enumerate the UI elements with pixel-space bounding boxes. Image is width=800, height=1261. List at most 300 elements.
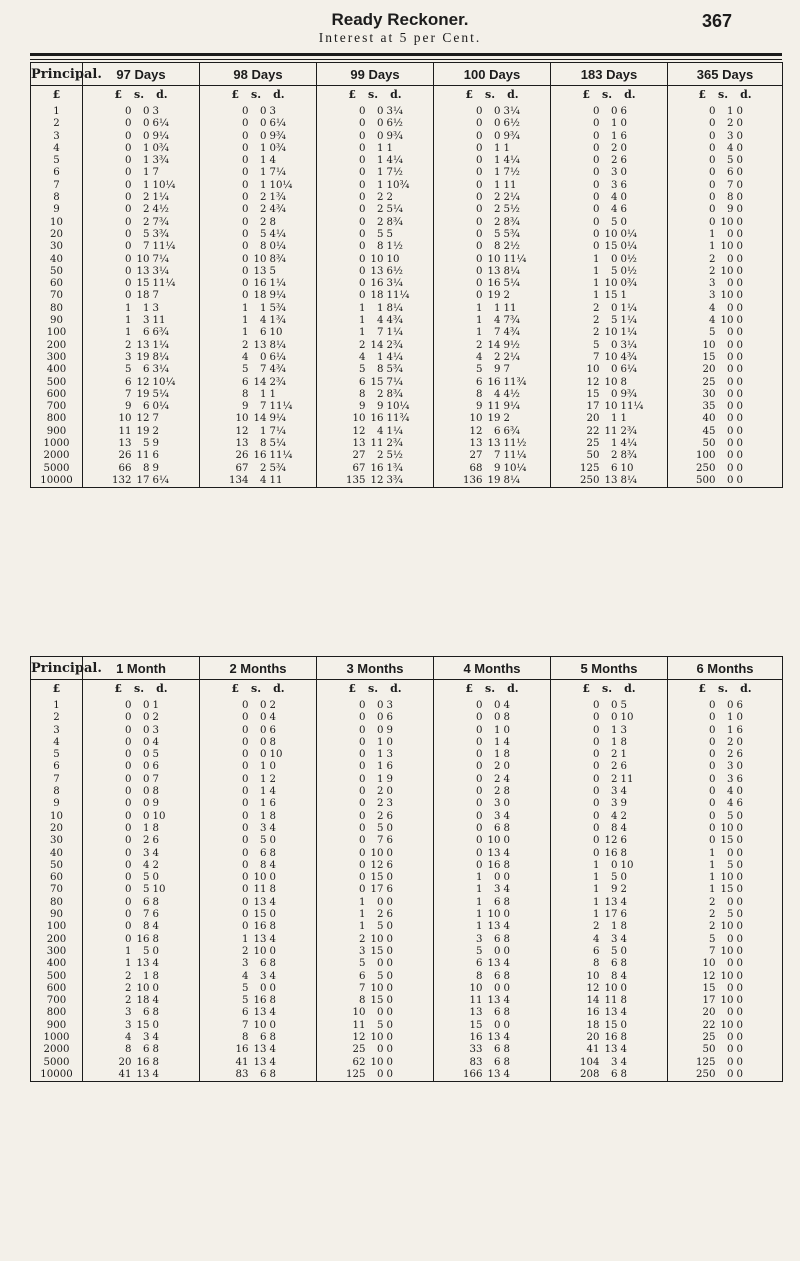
shillings-value: 3 [494, 884, 501, 896]
amount-row [83, 1057, 199, 1069]
amount-row [317, 1007, 433, 1019]
pence-value: 3 [620, 724, 627, 736]
pounds-value: 0 [359, 859, 366, 871]
pounds-value: 0 [593, 712, 600, 724]
amount-row [551, 700, 667, 712]
pounds-value: 6 [476, 958, 483, 970]
pence-value: 8¾ [386, 388, 403, 400]
shillings-value: 0 [377, 712, 384, 724]
pounds-value: 0 [242, 896, 249, 908]
amount-row [434, 1032, 550, 1044]
pounds-value: 27 [469, 450, 483, 462]
amount-row [83, 971, 199, 983]
pounds-value: 0 [242, 290, 249, 302]
pence-value: 1¼ [269, 278, 286, 290]
amount-row [83, 786, 199, 798]
pence-value: 1¼ [620, 302, 637, 314]
shillings-value: 0 [377, 130, 384, 142]
principal-value: 6 [53, 761, 60, 773]
amount-row [668, 352, 782, 364]
shillings-value: 8 [494, 241, 501, 253]
pence-value: 7 [152, 167, 159, 179]
pence-value: 8¼ [386, 302, 403, 314]
pence-value: 4 [269, 712, 276, 724]
pounds-value: 5 [125, 364, 132, 376]
pence-value: 8 [269, 995, 276, 1007]
pounds-value: 1 [359, 921, 366, 933]
pence-value: 7¾ [503, 315, 520, 327]
principal-value: 600 [46, 982, 67, 994]
shillings-value: 9 [727, 204, 734, 216]
amount-row [434, 712, 550, 724]
pence-value: 0 [736, 786, 743, 798]
amount-row [434, 401, 550, 413]
pence-value: 4¼ [386, 155, 403, 167]
amount-row [551, 303, 667, 315]
amount-row [83, 749, 199, 761]
pounds-value: 0 [242, 179, 249, 191]
pence-value: 0 [736, 413, 743, 425]
pounds-value: 41 [586, 1044, 600, 1056]
pounds-value: 5 [709, 933, 716, 945]
amount-row [668, 848, 782, 860]
period-header: 183 Days [551, 63, 668, 86]
pounds-value: 27 [352, 450, 366, 462]
amount-row [668, 438, 782, 450]
amount-row [668, 278, 782, 290]
pounds-value: 0 [359, 847, 366, 859]
shillings-value: 2 [377, 810, 384, 822]
shillings-value: 13 [487, 921, 501, 933]
pounds-value: 0 [125, 700, 132, 711]
amount-row [551, 377, 667, 389]
shillings-value: 19 [136, 351, 150, 363]
amount-row [434, 377, 550, 389]
pence-value: 0 [269, 835, 276, 847]
pence-value: 4 [620, 786, 627, 798]
amount-row [317, 254, 433, 266]
amount-row [551, 725, 667, 737]
pence-value: 4¼ [386, 351, 403, 363]
pounds-value: 0 [709, 179, 716, 191]
pence-value: 0 [736, 450, 743, 462]
pence-value: 8¾ [503, 216, 520, 228]
pence-value: 0 [620, 216, 627, 228]
shillings-value: 0 [143, 118, 150, 130]
shillings-value: 0 [377, 700, 384, 711]
shillings-value: 0 [727, 462, 734, 474]
pounds-value: 62 [352, 1056, 366, 1068]
amount-row [317, 971, 433, 983]
pence-value: 0 [736, 228, 743, 240]
pence-value: 10 [620, 462, 634, 474]
pence-value: 0 [736, 130, 743, 142]
pounds-value: 0 [125, 749, 132, 761]
pounds-value: 0 [476, 118, 483, 130]
shillings-value: 1 [727, 106, 734, 117]
amount-row [434, 749, 550, 761]
shillings-value: 1 [143, 142, 150, 154]
shillings-value: 6 [260, 327, 267, 339]
shillings-value: 15 [370, 376, 384, 388]
unit-header-row [200, 86, 316, 104]
pounds-value: 0 [593, 155, 600, 167]
shillings-value: 18 [136, 995, 150, 1007]
pounds-value: 9 [242, 401, 249, 413]
pence-value: 5 [152, 749, 159, 761]
amount-row [200, 450, 316, 462]
shillings-value: 10 [720, 265, 734, 277]
amount-row [317, 835, 433, 847]
amount-row [317, 761, 433, 773]
shillings-value: 0 [260, 106, 267, 117]
pence-value: 0 [386, 872, 393, 884]
shillings-value: 2 [377, 388, 384, 400]
amount-row [551, 463, 667, 475]
amount-row [83, 811, 199, 823]
pence-value: 0 [736, 995, 743, 1007]
pounds-value: 0 [125, 909, 132, 921]
pence-value: 0¼ [620, 241, 637, 253]
shillings-value: 1 [260, 773, 267, 785]
pence-value: 8¼ [620, 474, 637, 486]
pence-value: 6 [736, 773, 743, 785]
amount-row [317, 786, 433, 798]
pence-value: 3¼ [386, 278, 403, 290]
pounds-value: 0 [359, 179, 366, 191]
shillings-value: 13 [487, 438, 501, 450]
pounds-value: 25 [586, 438, 600, 450]
principal-value: 1 [53, 106, 60, 117]
pounds-value: 2 [359, 933, 366, 945]
pounds-value: 1 [242, 315, 249, 327]
pounds-value: 0 [476, 265, 483, 277]
pence-value: 0¼ [152, 401, 169, 413]
pence-value: 3¼ [503, 106, 520, 117]
pence-value: 9 [620, 798, 627, 810]
shillings-value: 5 [727, 155, 734, 167]
shillings-value: 18 [253, 290, 267, 302]
pounds-value: 0 [242, 724, 249, 736]
amount-row [434, 971, 550, 983]
pence-value: 3 [152, 724, 159, 736]
shillings-value: 0 [727, 388, 734, 400]
principal-value: 6 [53, 167, 60, 179]
pounds-value: 1 [125, 302, 132, 314]
pence-value: 2 [152, 425, 159, 437]
pounds-value: 11 [352, 1019, 366, 1031]
pounds-value: 0 [359, 118, 366, 130]
shillings-value: 15 [720, 835, 734, 847]
pounds-value: 1 [593, 896, 600, 908]
shillings-value: 0 [727, 1068, 734, 1080]
header-rule [30, 53, 782, 56]
amount-row [83, 934, 199, 946]
amount-row [551, 884, 667, 896]
header-rule-thin [30, 59, 782, 60]
pounds-value: 0 [242, 798, 249, 810]
pence-value: 4¼ [620, 438, 637, 450]
pence-value: 5½ [386, 450, 403, 462]
pounds-value: 10 [118, 413, 132, 425]
principal-value: 9 [53, 798, 60, 810]
pence-value: 5¼ [386, 204, 403, 216]
pence-value: 0 [386, 1032, 393, 1044]
amount-row [668, 958, 782, 970]
amount-row [551, 971, 667, 983]
amount-row [200, 921, 316, 933]
value-list [551, 698, 667, 1081]
shillings-value: 15 [253, 909, 267, 921]
shillings-value: 10 [253, 1019, 267, 1031]
amount-row [317, 426, 433, 438]
shillings-value: 1 [494, 749, 501, 761]
amount-row [83, 143, 199, 155]
amount-row [551, 315, 667, 327]
pounds-value: 0 [125, 896, 132, 908]
pence-value: 6 [269, 724, 276, 736]
pounds-value: 0 [593, 142, 600, 154]
pounds-value: 1 [709, 241, 716, 253]
pence-value: 3 [152, 106, 159, 117]
shillings-value: 11 [370, 438, 384, 450]
pence-value: 1¾ [269, 315, 286, 327]
shillings-value: 19 [487, 413, 501, 425]
amount-row [668, 1032, 782, 1044]
amount-row [83, 1020, 199, 1032]
shillings-value: 0 [377, 1068, 384, 1080]
pounds-value: 0 [242, 253, 249, 265]
shillings-value: 0 [611, 388, 618, 400]
pence-value: 11¾ [386, 413, 410, 425]
pence-value: 0 [152, 1019, 159, 1031]
amount-row [434, 450, 550, 462]
shillings-value: 19 [487, 290, 501, 302]
pence-value: 0 [736, 192, 743, 204]
pence-value: 3¼ [620, 339, 637, 351]
shillings-value: 0 [494, 1019, 501, 1031]
shillings-value: 0 [143, 700, 150, 711]
shillings-value: 7 [494, 327, 501, 339]
amount-row [200, 884, 316, 896]
pence-value: 8 [503, 970, 510, 982]
shillings-value: 10 [370, 1056, 384, 1068]
shillings-value: 1 [143, 822, 150, 834]
pence-value: 0 [736, 204, 743, 216]
shillings-value: 1 [260, 155, 267, 167]
pounds-value: 0 [242, 822, 249, 834]
shillings-value: 3 [143, 847, 150, 859]
pence-value: 8 [620, 1032, 627, 1044]
amount-row [434, 364, 550, 376]
pounds-value: 0 [242, 872, 249, 884]
shillings-value: 6 [494, 1007, 501, 1019]
pence-value: 6 [386, 884, 393, 896]
amount-row [83, 118, 199, 130]
pounds-value: 5 [359, 958, 366, 970]
shillings-value: 3 [611, 1056, 618, 1068]
pounds-value: 2 [709, 253, 716, 265]
principal-value: 800 [46, 413, 67, 425]
shillings-value: 10 [720, 290, 734, 302]
pence-value: 9¼ [503, 401, 520, 413]
pence-value: 2 [620, 884, 627, 896]
pence-value: 4 [269, 970, 276, 982]
amount-row [551, 712, 667, 724]
amount-row [317, 712, 433, 724]
shillings-value: 0 [143, 798, 150, 810]
amount-row [83, 106, 199, 118]
shillings-value: 8 [260, 241, 267, 253]
shillings-value: 3 [727, 773, 734, 785]
pence-value: 2¾ [269, 376, 286, 388]
amount-row [668, 377, 782, 389]
shillings-value: 1 [611, 921, 618, 933]
pence-value: 0 [736, 933, 743, 945]
pounds-value: 1 [593, 872, 600, 884]
amount-row [83, 725, 199, 737]
pence-value: 10¾ [386, 179, 410, 191]
amount-row [317, 823, 433, 835]
amount-row [317, 909, 433, 921]
amount-row [551, 1069, 667, 1081]
amount-row [668, 364, 782, 376]
amount-row [668, 118, 782, 130]
amount-row [200, 971, 316, 983]
amount-row [200, 266, 316, 278]
pounds-value: 83 [235, 1068, 249, 1080]
amount-row [83, 463, 199, 475]
pence-value: 0 [386, 933, 393, 945]
amount-row [551, 475, 667, 487]
amount-row [551, 413, 667, 425]
pence-value: 3¼ [152, 364, 169, 376]
shillings-value: 4 [727, 798, 734, 810]
pence-value: 1 [503, 142, 510, 154]
pence-value: 5 [620, 700, 627, 711]
pence-value: 0 [736, 761, 743, 773]
principal-value: 90 [50, 909, 63, 921]
pence-value: 8¼ [503, 474, 520, 486]
shillings-value: 10 [136, 982, 150, 994]
shillings-value: 7 [143, 241, 150, 253]
pounds-value: 8 [476, 970, 483, 982]
pence-value: 0 [736, 462, 743, 474]
shillings-value: 10 [604, 278, 618, 290]
pounds-value: 0 [593, 241, 600, 253]
pounds-value: 10 [586, 970, 600, 982]
amount-row [668, 192, 782, 204]
amount-row [434, 897, 550, 909]
period-header: 100 Days [434, 63, 551, 86]
shillings-value: 19 [136, 425, 150, 437]
shillings-value: 0 [494, 712, 501, 724]
pence-value: 6 [152, 909, 159, 921]
unit-pound: £ [698, 88, 707, 101]
pence-value: 6½ [386, 265, 403, 277]
amount-row [668, 315, 782, 327]
pence-value: 0 [736, 339, 743, 351]
principal-value: 700 [46, 995, 67, 1007]
pounds-value: 4 [709, 315, 716, 327]
pounds-value: 4 [242, 970, 249, 982]
shillings-value: 3 [260, 970, 267, 982]
shillings-value: 13 [487, 847, 501, 859]
pence-value: 2 [152, 859, 159, 871]
value-list [317, 698, 433, 1081]
pounds-value: 0 [125, 736, 132, 748]
pounds-value: 0 [242, 884, 249, 896]
pence-value: 0 [503, 798, 510, 810]
amount-row [551, 823, 667, 835]
pence-value: 8 [269, 1068, 276, 1080]
shillings-value: 17 [370, 884, 384, 896]
pounds-value: 0 [593, 773, 600, 785]
amount-row [551, 241, 667, 253]
amount-row [200, 229, 316, 241]
period-header: 2 Months [200, 657, 317, 680]
amount-row [317, 1020, 433, 1032]
shillings-value: 5 [260, 835, 267, 847]
pence-value: 5¾ [269, 462, 286, 474]
shillings-value: 13 [487, 265, 501, 277]
pounds-value: 0 [593, 179, 600, 191]
amount-row [434, 131, 550, 143]
pounds-value: 12 [352, 1032, 366, 1044]
pence-value: 4 [269, 822, 276, 834]
pounds-value: 0 [359, 253, 366, 265]
pence-value: 2¾ [620, 425, 637, 437]
amount-row [317, 774, 433, 786]
shillings-value: 12 [136, 376, 150, 388]
shillings-value: 1 [143, 302, 150, 314]
pounds-value: 125 [346, 1068, 366, 1080]
principal-value: 4 [53, 142, 60, 154]
pounds-value: 0 [593, 822, 600, 834]
pounds-value: 0 [242, 749, 249, 761]
amount-row [668, 725, 782, 737]
pence-value: 8 [503, 1044, 510, 1056]
pounds-value: 10 [586, 364, 600, 376]
pence-value: 4 [503, 736, 510, 748]
period-header: 97 Days [83, 63, 200, 86]
pounds-value: 7 [593, 351, 600, 363]
unit-header-row [317, 680, 433, 698]
shillings-value: 15 [370, 945, 384, 957]
pence-value: 6 [386, 761, 393, 773]
shillings-value: 6 [494, 1044, 501, 1056]
pounds-value: 125 [580, 462, 600, 474]
pence-value: 10 [620, 712, 634, 724]
pence-value: 8 [503, 822, 510, 834]
shillings-value: 1 [727, 724, 734, 736]
pence-value: 0 [736, 859, 743, 871]
amount-row [551, 106, 667, 118]
pounds-value: 50 [702, 438, 716, 450]
pounds-value: 6 [593, 945, 600, 957]
amount-row [317, 475, 433, 487]
shillings-value: 15 [720, 884, 734, 896]
principal-value: 3 [53, 130, 60, 142]
pence-value: 8 [620, 995, 627, 1007]
pence-value: 8 [269, 1032, 276, 1044]
amount-row [83, 167, 199, 179]
amount-row [668, 266, 782, 278]
pence-value: 1 [269, 388, 276, 400]
pounds-value: 25 [702, 376, 716, 388]
pounds-value: 0 [359, 228, 366, 240]
amount-row [551, 737, 667, 749]
